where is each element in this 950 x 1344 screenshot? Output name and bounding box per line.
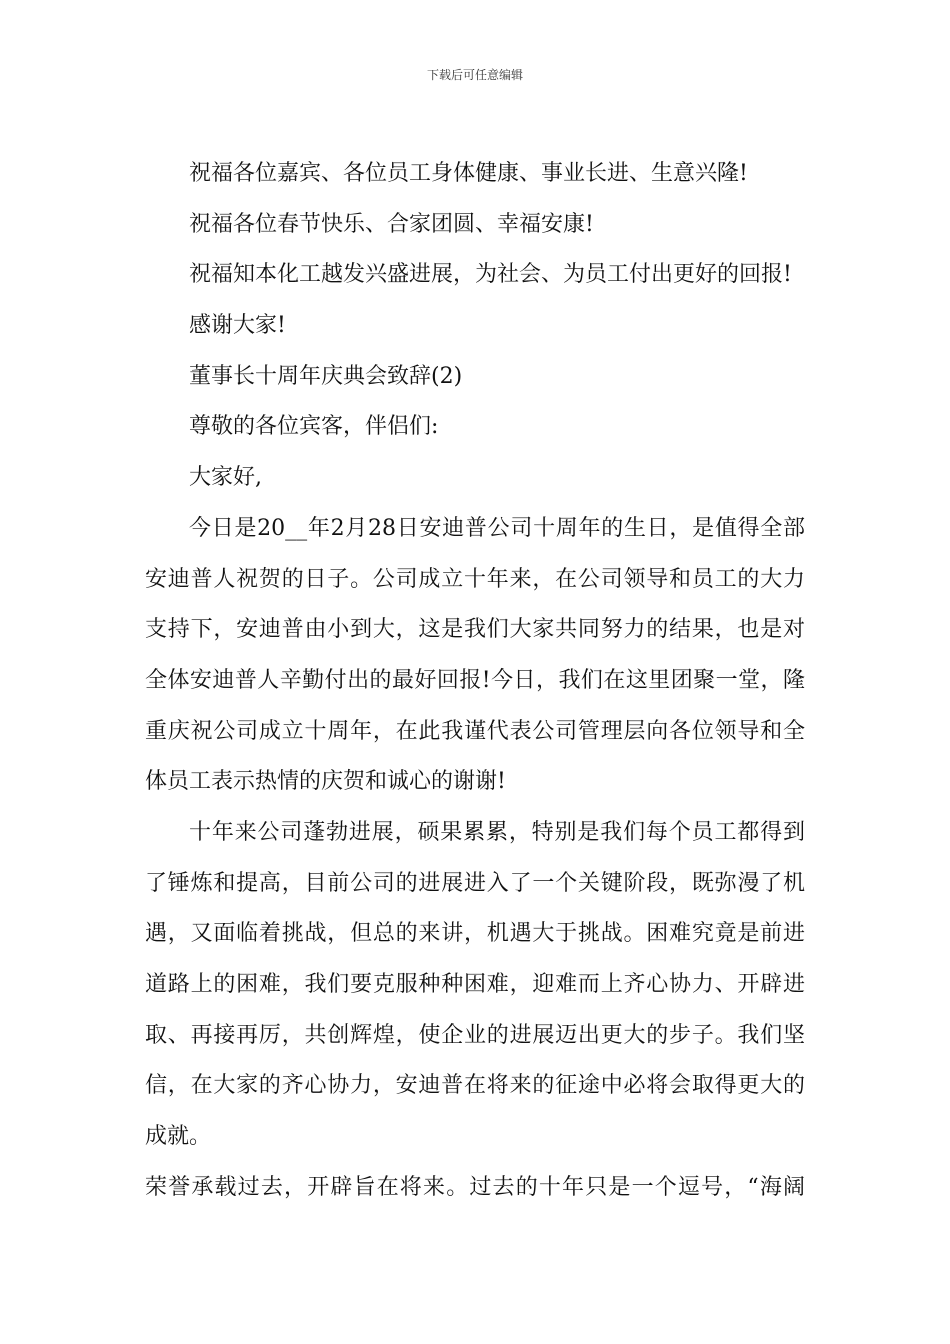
section-title: 董事长十周年庆典会致辞(2) [189, 363, 463, 389]
page-header: 下载后可任意编辑 [426, 68, 523, 82]
salutation-line: 尊敬的各位宾客，伴侣们: [189, 414, 439, 440]
paragraph-line: 感谢大家! [189, 313, 286, 339]
paragraph-line: 祝福知本化工越发兴盛进展，为社会、为员工付出更好的回报! [189, 262, 792, 288]
paragraph-line: 重庆祝公司成立十周年，在此我谨代表公司管理层向各位领导和全 [145, 718, 805, 744]
paragraph-line: 祝福各位春节快乐、合家团圆、幸福安康! [189, 211, 594, 237]
paragraph-line: 信，在大家的齐心协力，安迪普在将来的征途中必将会取得更大的 [145, 1073, 805, 1099]
paragraph-line: 荣誉承载过去，开辟旨在将来。过去的十年只是一个逗号，“海阔 [145, 1174, 805, 1200]
paragraph-line: 祝福各位嘉宾、各位员工身体健康、事业长进、生意兴隆! [189, 161, 748, 186]
paragraph-line: 十年来公司蓬勃进展，硕果累累，特别是我们每个员工都得到 [189, 819, 805, 845]
paragraph-line: 全体安迪普人辛勤付出的最好回报!今日，我们在这里团聚一堂，隆 [145, 667, 805, 693]
greeting-line: 大家好, [189, 465, 262, 491]
paragraph-line: 今日是20__年2月28日安迪普公司十周年的生日，是值得全部 [189, 515, 805, 541]
paragraph-line: 支持下，安迪普由小到大，这是我们大家共同努力的结果，也是对 [145, 617, 805, 643]
paragraph-line: 遇，又面临着挑战，但总的来讲，机遇大于挑战。困难究竟是前进 [145, 921, 805, 947]
paragraph-line: 成就。 [145, 1124, 212, 1150]
document-body [145, 149, 805, 1213]
paragraph-line: 了锤炼和提高，目前公司的进展进入了一个关键阶段，既弥漫了机 [145, 870, 805, 896]
paragraph-line: 体员工表示热情的庆贺和诚心的谢谢! [145, 769, 506, 795]
paragraph-line: 取、再接再厉，共创辉煌，使企业的进展迈出更大的步子。我们坚 [145, 1022, 805, 1048]
paragraph-line: 道路上的困难，我们要克服种种困难，迎难而上齐心协力、开辟进 [145, 972, 805, 997]
paragraph-line: 安迪普人祝贺的日子。公司成立十年来，在公司领导和员工的大力 [145, 566, 805, 592]
